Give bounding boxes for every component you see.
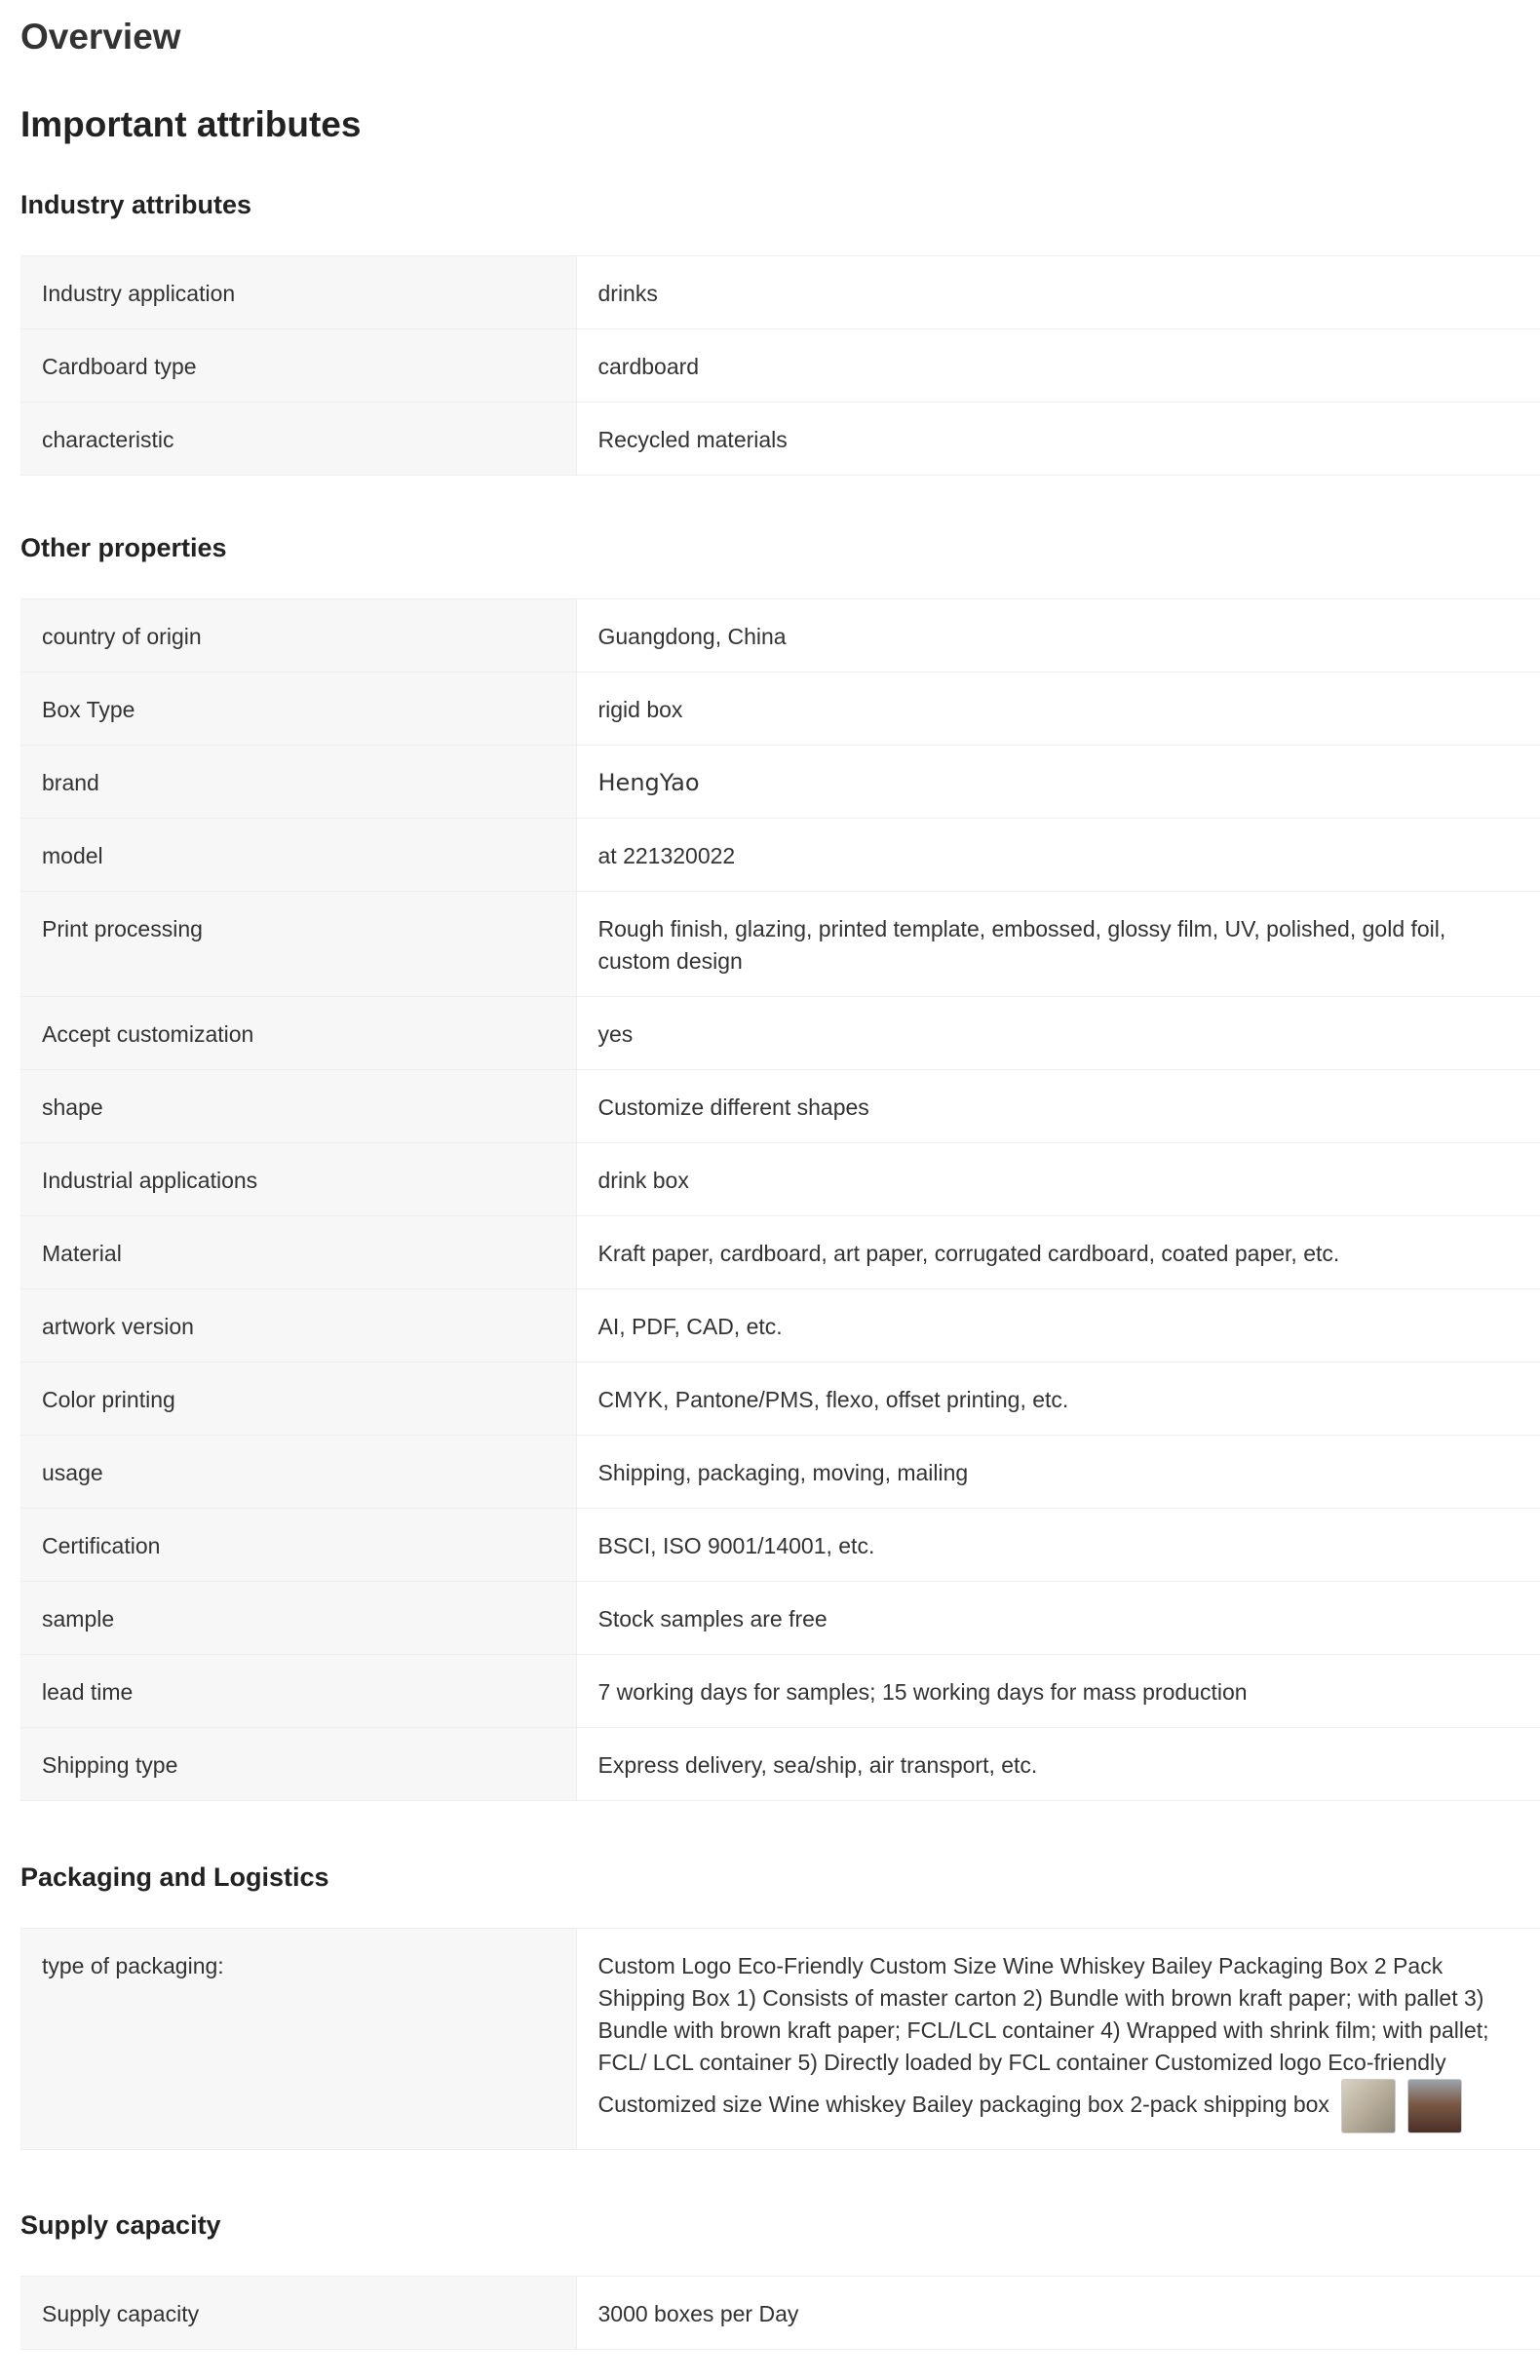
attribute-value: Kraft paper, cardboard, art paper, corrugated cardboard, coated paper, etc. [576,1216,1540,1289]
packaging-logistics-title: Packaging and Logistics [20,1862,329,1892]
attribute-key: type of packaging: [20,1929,576,2150]
attribute-key: brand [20,746,576,819]
attribute-value: Stock samples are free [576,1582,1540,1655]
table-row [20,672,1540,746]
attribute-value: Custom Logo Eco-Friendly Custom Size Wine Whiskey Bailey Packaging Box 2 Pack Shipping Box 1) Consists of master carton 2) Bundle with brown kraft paper; with pallet 3) Bundle with brown kraft paper; FCL/LCL container 4) Wrapped with shrink film; with pallet; FCL/ LCL container 5) Directly loaded by FCL container Customized logo Eco-friendly Customized size Wine whiskey Bailey packaging box 2-pack shipping box [597,1953,1489,2118]
attribute-key: country of origin [20,599,576,672]
table-row [20,1143,1540,1216]
attribute-value: drink box [576,1143,1540,1216]
attribute-value: rigid box [576,672,1540,746]
table-row [20,1070,1540,1143]
table-row [20,1289,1540,1363]
supply-capacity-table [20,2276,1540,2350]
attribute-value: 3000 boxes per Day [576,2277,1540,2350]
packaging-logistics-table [20,1928,1540,2150]
table-row [20,599,1540,672]
attribute-value: BSCI, ISO 9001/14001, etc. [576,1509,1540,1582]
table-row [20,997,1540,1070]
table-row [20,256,1540,329]
attribute-value: at 221320022 [576,819,1540,892]
table-row [20,1436,1540,1509]
table-row [20,1728,1540,1801]
attribute-key: Cardboard type [20,329,576,403]
table-row [20,1363,1540,1436]
overview-heading: Overview [20,17,181,57]
attribute-value: Rough finish, glazing, printed template, embossed, glossy film, UV, polished, gold foil, custom design [576,892,1540,997]
attribute-key: Material [20,1216,576,1289]
attribute-value: CMYK, Pantone/PMS, flexo, offset printing, etc. [576,1363,1540,1436]
table-row [20,819,1540,892]
attribute-value: Shipping, packaging, moving, mailing [576,1436,1540,1509]
packaging-value-cell [576,1929,1540,2150]
attribute-key: Industrial applications [20,1143,576,1216]
attribute-key: Industry application [20,256,576,329]
attribute-key: Supply capacity [20,2277,576,2350]
packaging-photo-thumbnail[interactable] [1407,2079,1462,2133]
packaging-photo-thumbnail[interactable] [1341,2079,1396,2133]
attribute-value: 7 working days for samples; 15 working days for mass production [576,1655,1540,1728]
table-row [20,1216,1540,1289]
attribute-value: Express delivery, sea/ship, air transport, etc. [576,1728,1540,1801]
attribute-value: yes [576,997,1540,1070]
attribute-key: sample [20,1582,576,1655]
industry-attributes-table [20,255,1540,476]
table-row [20,892,1540,997]
attribute-key: Certification [20,1509,576,1582]
attribute-key: artwork version [20,1289,576,1363]
table-row [20,1655,1540,1728]
attribute-key: Box Type [20,672,576,746]
attribute-key: Print processing [20,892,576,997]
table-row [20,1929,1540,2150]
attribute-key: characteristic [20,403,576,476]
attribute-value: Customize different shapes [576,1070,1540,1143]
important-attributes-heading: Important attributes [20,104,362,144]
attribute-value: AI, PDF, CAD, etc. [576,1289,1540,1363]
table-row [20,1509,1540,1582]
table-row [20,2277,1540,2350]
other-properties-title: Other properties [20,533,227,562]
attribute-value: HengYao [576,746,1540,819]
attribute-key: Accept customization [20,997,576,1070]
supply-capacity-title: Supply capacity [20,2210,221,2240]
industry-attributes-title: Industry attributes [20,190,252,219]
attribute-value: drinks [576,256,1540,329]
table-row [20,329,1540,403]
attribute-key: Shipping type [20,1728,576,1801]
attribute-key: Color printing [20,1363,576,1436]
table-row [20,746,1540,819]
attribute-key: lead time [20,1655,576,1728]
other-properties-table [20,598,1540,1801]
attribute-value: Guangdong, China [576,599,1540,672]
attribute-key: shape [20,1070,576,1143]
table-row [20,1582,1540,1655]
table-row [20,403,1540,476]
attribute-value: Recycled materials [576,403,1540,476]
attribute-key: usage [20,1436,576,1509]
attribute-key: model [20,819,576,892]
attribute-value: cardboard [576,329,1540,403]
